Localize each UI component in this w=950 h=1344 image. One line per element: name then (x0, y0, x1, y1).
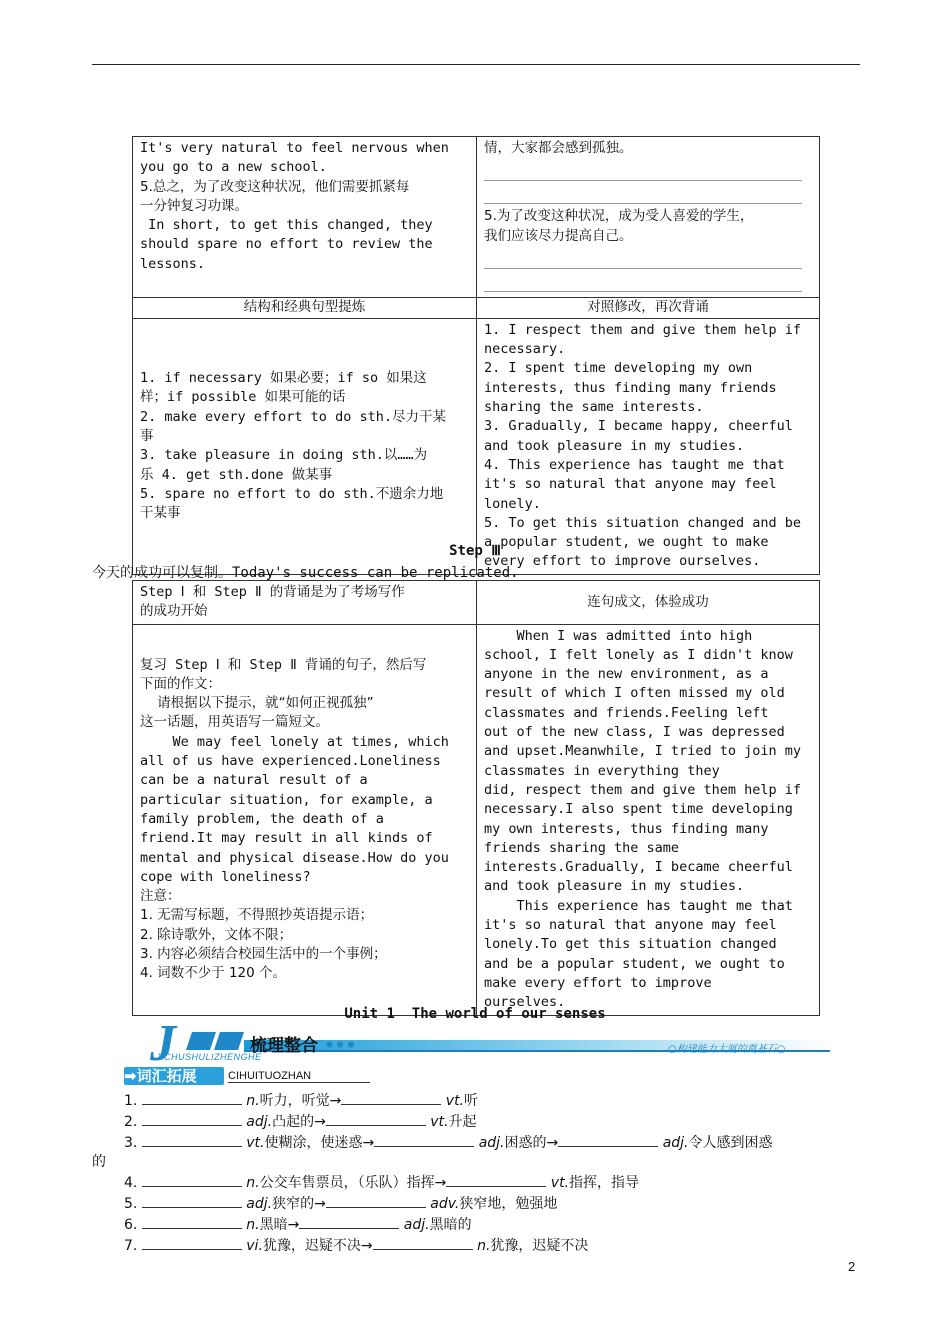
text-line: and took pleasure in my studies. (484, 878, 745, 895)
answer-blank[interactable] (373, 1235, 473, 1250)
text-line: cope with loneliness? (140, 868, 311, 885)
text-line: every effort to improve ourselves. (484, 553, 761, 570)
answer-blank[interactable] (558, 1132, 658, 1147)
answer-blank[interactable] (326, 1111, 426, 1126)
writing-table (132, 580, 820, 1016)
table2-header-left (133, 581, 477, 625)
text-line: 这一话题，用英语写一篇短文。 (140, 714, 329, 731)
vocab-item (124, 1132, 773, 1153)
vocab-number: 7. (124, 1238, 138, 1254)
table1-r3-right (477, 318, 820, 574)
text-line: 复习 Step Ⅰ 和 Step Ⅱ 背诵的句子，然后写 (140, 656, 427, 673)
text-line: 下面的作文： (140, 675, 221, 692)
circle-icon: ○ (776, 1044, 786, 1055)
text-line: make every effort to improve (484, 974, 712, 991)
banner-letter: J (150, 1015, 176, 1072)
text-line: interests.Gradually, I became cheerful (484, 859, 793, 876)
answer-blank-line[interactable] (484, 272, 802, 292)
vocab-meaning: 指挥，指导 (569, 1175, 640, 1191)
answer-blank[interactable] (142, 1193, 242, 1208)
vocab-heading (124, 1065, 197, 1086)
vocab-meaning: 狭窄地，勉强地 (459, 1196, 558, 1212)
text-line: When I was admitted into high (484, 627, 753, 644)
section-banner (120, 1015, 830, 1090)
answer-blank[interactable] (142, 1214, 242, 1229)
answer-blank[interactable] (142, 1132, 242, 1147)
vocab-meaning: 令人感到困惑 (688, 1135, 773, 1151)
text-line: necessary. (484, 341, 566, 358)
vocab-meaning: 犹豫，迟疑不决 (490, 1238, 589, 1254)
text-line: In short, to get this changed, they (140, 217, 433, 234)
pos-tag: adv. (430, 1196, 460, 1212)
banner-pinyin: JICHUSHULIZHENGHE (156, 1052, 262, 1062)
table2-header-right: 连句成文，体验成功 (477, 581, 820, 625)
text-line: 4. 词数不少于 120 个。 (140, 965, 287, 982)
text-line: my own interests, thus finding many (484, 820, 769, 837)
table-row (133, 624, 820, 1015)
text-line: school, I felt lonely as I didn't know (484, 646, 793, 663)
vocab-meaning: 使糊涂，使迷惑→ (264, 1135, 375, 1151)
text-line: out of the new class, I was depressed (484, 724, 785, 741)
step-title: Step Ⅲ (449, 543, 501, 559)
vocab-meaning: 狭窄的→ (272, 1196, 326, 1212)
text-line: 5. spare no effort to do sth.不遗余力地 (140, 485, 444, 502)
vocab-item (124, 1090, 773, 1111)
pos-tag: adj. (662, 1135, 689, 1151)
text-line: 4. This experience has taught me that (484, 456, 785, 473)
text-line: did, respect them and give them help if (484, 781, 801, 798)
pos-tag: adj. (478, 1135, 505, 1151)
table-header-row (133, 297, 820, 318)
vocab-item (124, 1214, 773, 1235)
vocab-number: 2. (124, 1114, 138, 1130)
vocab-meaning: 公交车售票员，（乐队）指挥→ (259, 1175, 447, 1191)
vocab-number: 5. (124, 1196, 138, 1212)
text-line: This experience has taught me that (484, 897, 793, 914)
text-line: classmates in everything they (484, 762, 720, 779)
table1-r1-right (477, 137, 820, 298)
text-line: 3. Gradually, I became happy, cheerful (484, 418, 793, 435)
pos-tag: n. (477, 1238, 491, 1254)
table-row (133, 137, 820, 298)
table1-header-left: 结构和经典句型提炼 (133, 297, 477, 318)
pos-tag: adj. (246, 1196, 273, 1212)
pos-tag: adj. (403, 1217, 430, 1233)
text-line: 5.总之，为了改变这种状况，他们需要抓紧每 (140, 178, 410, 195)
text-line: 2. I spent time developing my own (484, 360, 753, 377)
vocab-number: 3. (124, 1135, 138, 1151)
dots-icon: ••• (318, 1036, 357, 1056)
text-line: all of us have experienced.Loneliness (140, 753, 441, 770)
table1-header-right: 对照修改，再次背诵 (477, 297, 820, 318)
answer-blank[interactable] (326, 1193, 426, 1208)
sentence-table-1 (132, 136, 820, 575)
text-line: anyone in the new environment, as a (484, 666, 769, 683)
text-line: It's very natural to feel nervous when (140, 140, 449, 156)
table1-r1-left (133, 137, 477, 298)
vocab-number: 1. (124, 1093, 138, 1109)
vocab-heading-pinyin: CIHUITUOZHAN (228, 1070, 370, 1083)
text-line: a popular student, we ought to make (484, 534, 769, 551)
answer-blank[interactable] (446, 1172, 546, 1187)
answer-blank[interactable] (374, 1132, 474, 1147)
banner-title (250, 1031, 357, 1056)
text-line: 2. 除诗歌外，文体不限； (140, 926, 293, 943)
header-rule (92, 64, 860, 65)
banner-slogan (668, 1040, 785, 1055)
table2-essay (477, 624, 820, 1015)
banner-slogan-text: 构建能力大厦的奠基石 (676, 1044, 777, 1055)
text-line: necessary.I also spent time developing (484, 801, 793, 818)
text-line: 请根据以下提示，就“如何正视孤独” (140, 695, 374, 712)
text-line: classmates and friends.Feeling left (484, 704, 769, 721)
text-line: and took pleasure in my studies. (484, 437, 745, 454)
text-line: interests, thus finding many friends (484, 379, 777, 396)
vocab-meaning: 黑暗→ (259, 1217, 300, 1233)
vocab-item (124, 1235, 773, 1256)
vocab-number: 4. (124, 1175, 138, 1191)
text-line: it's so natural that anyone may feel (484, 476, 777, 493)
text-line: 1. if necessary 如果必要；if so 如果这 (140, 370, 427, 387)
circle-icon: ○ (668, 1044, 677, 1055)
pos-tag: n. (246, 1217, 260, 1233)
text-line: lessons. (140, 255, 206, 272)
pos-tag: n. (246, 1175, 260, 1191)
text-line: 一分钟复习功课。 (140, 197, 248, 214)
text-line: it's so natural that anyone may feel (484, 917, 777, 934)
text-line: lonely.To get this situation changed (484, 936, 777, 953)
answer-blank[interactable] (299, 1214, 399, 1229)
table-row (133, 318, 820, 574)
step-subtitle: 今天的成功可以复制。Today's success can be replicated. (92, 565, 519, 581)
pos-tag: vt. (430, 1114, 449, 1130)
text-line: and upset.Meanwhile, I tried to join my (484, 743, 801, 760)
vocab-heading-text: 词汇拓展 (136, 1067, 197, 1085)
answer-blank[interactable] (341, 1090, 441, 1105)
text-line: 我们应该尽力提高自己。 (484, 227, 633, 244)
text-line: 样；if possible 如果可能的话 (140, 389, 346, 406)
vocab-item (124, 1111, 773, 1132)
page-number: 2 (848, 1259, 856, 1274)
answer-blank[interactable] (142, 1172, 242, 1187)
vocab-item (124, 1193, 773, 1214)
text-line: friends sharing the same (484, 839, 680, 856)
text-line: family problem, the death of a (140, 810, 384, 827)
vocab-meaning: 凸起的→ (272, 1114, 326, 1130)
text-line: 注意： (140, 888, 181, 905)
vocab-meaning: 困惑的→ (504, 1135, 559, 1151)
text-line: lonely. (484, 495, 541, 512)
text-line: you go to a new school. (140, 159, 327, 176)
text-line: We may feel lonely at times, which (140, 733, 449, 750)
text-line: friend.It may result in all kinds of (140, 830, 433, 847)
text-line: particular situation, for example, a (140, 791, 433, 808)
vocab-list (92, 1090, 773, 1256)
text-line: 乐 4. get sth.done 做某事 (140, 466, 333, 483)
table1-r3-left (133, 318, 477, 574)
text-line: Step Ⅰ 和 Step Ⅱ 的背诵是为了考场写作 (140, 584, 405, 600)
text-line: 2. make every effort to do sth.尽力干某 (140, 408, 446, 425)
text-line: 5.为了改变这种状况，成为受人喜爱的学生， (484, 208, 754, 225)
pos-tag: vt. (246, 1135, 265, 1151)
table-header-row (133, 581, 820, 625)
text-line: ourselves. (484, 994, 566, 1011)
vocab-item (124, 1172, 773, 1193)
vocab-meaning: 犹豫，迟疑不决→ (262, 1238, 373, 1254)
answer-blank[interactable] (142, 1090, 242, 1105)
unit-title: Unit 1 The world of our senses (344, 1006, 606, 1022)
text-line: 1. I respect them and give them help if (484, 321, 801, 338)
pos-tag: vt. (445, 1093, 465, 1109)
text-line: can be a natural result of a (140, 772, 368, 789)
text-line: 干某事 (140, 505, 181, 522)
text-line: 事 (140, 428, 154, 445)
text-line: sharing the same interests. (484, 399, 704, 416)
text-line: 的成功开始 (140, 603, 208, 620)
pos-tag: vt. (550, 1175, 570, 1191)
answer-blank-line[interactable] (484, 161, 802, 181)
text-line: mental and physical disease.How do you (140, 849, 449, 866)
answer-blank[interactable] (142, 1111, 242, 1126)
vocab-meaning: 听力，听觉→ (259, 1093, 342, 1109)
text-line: 3. 内容必须结合校园生活中的一个事例； (140, 945, 387, 962)
pos-tag: adj. (246, 1114, 273, 1130)
vocab-meaning: 听 (464, 1093, 479, 1109)
answer-blank-line[interactable] (484, 249, 802, 269)
vocab-number: 6. (124, 1217, 138, 1233)
text-line: and be a popular student, we ought to (484, 955, 785, 972)
text-line: result of which I often missed my old (484, 685, 785, 702)
text-line: should spare no effort to review the (140, 236, 433, 253)
text-line: 3. take pleasure in doing sth.以……为 (140, 447, 428, 464)
vocab-meaning: 黑暗的 (429, 1217, 472, 1233)
pos-tag: vi. (246, 1238, 263, 1254)
answer-blank[interactable] (142, 1235, 242, 1250)
answer-blank-line[interactable] (484, 184, 802, 204)
text-line: 情，大家都会感到孤独。 (484, 140, 633, 156)
vocab-meaning: 升起 (448, 1114, 477, 1130)
table2-prompt (133, 624, 477, 1015)
banner-title-text: 梳理整合 (250, 1036, 318, 1056)
arrow-icon: ➡ (124, 1067, 137, 1085)
text-line: 5. To get this situation changed and be (484, 514, 801, 531)
pos-tag: n. (246, 1093, 260, 1109)
text-line: 1. 无需写标题，不得照抄英语提示语； (140, 907, 374, 924)
vocab-wrap-line: 的 (92, 1154, 106, 1170)
